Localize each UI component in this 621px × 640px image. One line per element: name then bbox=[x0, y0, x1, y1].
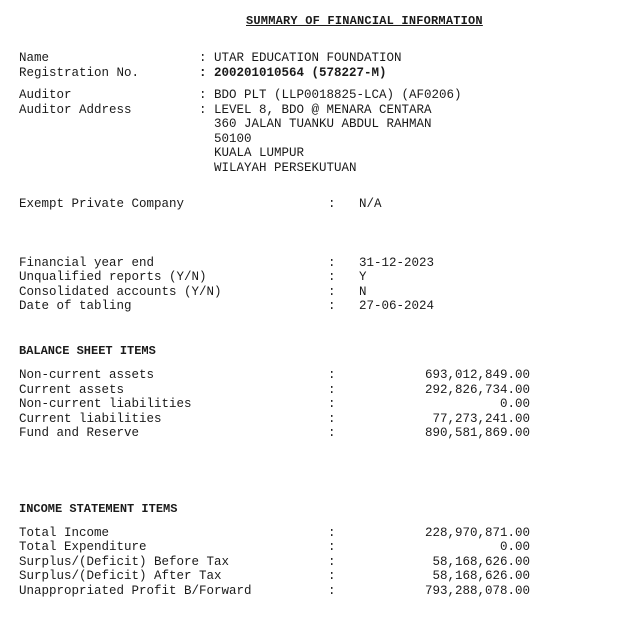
income-item-value: 58,168,626.00 bbox=[432, 569, 530, 583]
colon: : bbox=[328, 197, 336, 211]
balance-item-value: 77,273,241.00 bbox=[432, 412, 530, 426]
info-label: Consolidated accounts (Y/N) bbox=[19, 285, 222, 299]
colon: : bbox=[328, 270, 336, 284]
income-item-label: Total Expenditure bbox=[19, 540, 147, 554]
colon: : bbox=[328, 412, 336, 426]
balance-sheet-heading: BALANCE SHEET ITEMS bbox=[19, 344, 156, 358]
auditor-address-line-1: LEVEL 8, BDO @ MENARA CENTARA bbox=[214, 103, 432, 117]
income-item-label: Surplus/(Deficit) After Tax bbox=[19, 569, 222, 583]
document-title: SUMMARY OF FINANCIAL INFORMATION bbox=[246, 14, 483, 28]
colon: : bbox=[328, 285, 336, 299]
colon: : bbox=[328, 383, 336, 397]
income-item-label: Unappropriated Profit B/Forward bbox=[19, 584, 252, 598]
exempt-value: N/A bbox=[359, 197, 382, 211]
info-label: Financial year end bbox=[19, 256, 155, 270]
info-value: 27-06-2024 bbox=[359, 299, 435, 313]
colon: : bbox=[328, 397, 336, 411]
colon: : bbox=[328, 368, 336, 382]
balance-item-label: Non-current assets bbox=[19, 368, 155, 382]
colon: : bbox=[328, 569, 336, 583]
income-item-value: 0.00 bbox=[499, 540, 530, 554]
balance-item-label: Current liabilities bbox=[19, 412, 162, 426]
colon: : bbox=[199, 88, 207, 102]
colon: : bbox=[328, 426, 336, 440]
auditor-name: BDO PLT (LLP0018825-LCA) (AF0206) bbox=[214, 88, 462, 102]
income-item-label: Total Income bbox=[19, 526, 110, 540]
info-label: Unqualified reports (Y/N) bbox=[19, 270, 207, 284]
income-item-value: 58,168,626.00 bbox=[432, 555, 530, 569]
income-item-label: Surplus/(Deficit) Before Tax bbox=[19, 555, 230, 569]
balance-item-value: 693,012,849.00 bbox=[424, 368, 530, 382]
colon: : bbox=[199, 103, 207, 117]
info-value: Y bbox=[359, 270, 367, 284]
balance-item-label: Fund and Reserve bbox=[19, 426, 140, 440]
income-item-value: 793,288,078.00 bbox=[424, 584, 530, 598]
auditor-address-line-2: 360 JALAN TUANKU ABDUL RAHMAN bbox=[214, 117, 432, 131]
balance-item-value: 890,581,869.00 bbox=[424, 426, 530, 440]
balance-item-label: Non-current liabilities bbox=[19, 397, 192, 411]
registration-label: Registration No. bbox=[19, 66, 140, 80]
colon: : bbox=[328, 584, 336, 598]
income-item-value: 228,970,871.00 bbox=[424, 526, 530, 540]
colon: : bbox=[328, 256, 336, 270]
colon: : bbox=[328, 299, 336, 313]
colon: : bbox=[199, 51, 207, 65]
company-name: UTAR EDUCATION FOUNDATION bbox=[214, 51, 402, 65]
colon: : bbox=[328, 555, 336, 569]
exempt-label: Exempt Private Company bbox=[19, 197, 185, 211]
balance-item-label: Current assets bbox=[19, 383, 125, 397]
name-label: Name bbox=[19, 51, 50, 65]
info-value: 31-12-2023 bbox=[359, 256, 435, 270]
auditor-address-line-3: 50100 bbox=[214, 132, 252, 146]
registration-number: 200201010564 (578227-M) bbox=[214, 66, 387, 80]
income-statement-heading: INCOME STATEMENT ITEMS bbox=[19, 502, 178, 516]
info-value: N bbox=[359, 285, 367, 299]
auditor-address-line-4: KUALA LUMPUR bbox=[214, 146, 305, 160]
balance-item-value: 292,826,734.00 bbox=[424, 383, 530, 397]
auditor-address-label: Auditor Address bbox=[19, 103, 132, 117]
info-label: Date of tabling bbox=[19, 299, 132, 313]
auditor-address-line-5: WILAYAH PERSEKUTUAN bbox=[214, 161, 357, 175]
colon: : bbox=[328, 526, 336, 540]
auditor-label: Auditor bbox=[19, 88, 72, 102]
colon: : bbox=[328, 540, 336, 554]
balance-item-value: 0.00 bbox=[499, 397, 530, 411]
colon: : bbox=[199, 66, 207, 80]
